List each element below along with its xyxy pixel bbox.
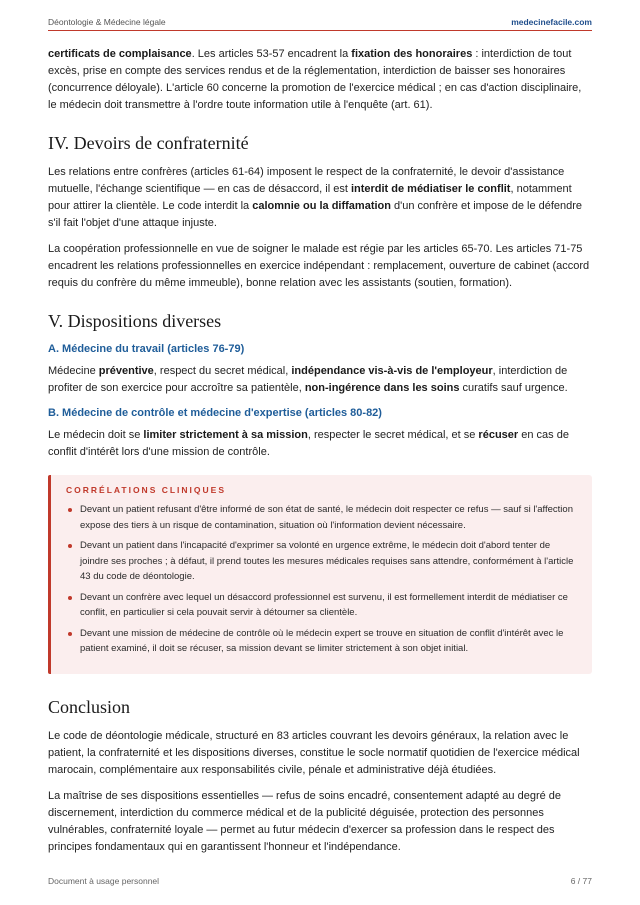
page-footer — [48, 876, 592, 890]
document-title: Déontologie & Médecine légale — [48, 17, 166, 27]
callout-item — [66, 538, 578, 585]
callout-item-text: Devant une mission de médecine de contrôle où le médecin expert se trouve en situation de conflit d'intérêt avec le patient examiné, il doit se récuser, sa mission devant se limiter strictement à son objet initial. — [80, 627, 564, 654]
section-heading-conclusion: Conclusion — [48, 696, 131, 717]
footer-note: Document à usage personnel — [48, 876, 160, 886]
emphasis-text: fixation des honoraires — [351, 48, 473, 60]
site-link[interactable]: medecinefacile.com — [511, 17, 592, 27]
page-number: 6 / 77 — [570, 876, 592, 886]
emphasis-text: non-ingérence dans les soins — [304, 382, 460, 394]
bullet-icon — [68, 596, 72, 600]
subheading-medecine-controle: B. Médecine de contrôle et médecine d'expertise (articles 80-82) — [48, 407, 382, 419]
emphasis-text: préventive — [98, 365, 154, 377]
callout-list — [66, 502, 578, 657]
callout-accent-bar — [48, 475, 51, 674]
medecine-controle-paragraph: Le médecin doit se limiter strictement à sa mission, respecter le secret médical, et se récuser en cas de conflit d'intérêt lors d'une mission de contrôle. — [48, 429, 569, 458]
bullet-icon — [68, 632, 72, 636]
emphasis-text: certificats de complaisance — [48, 48, 192, 60]
intro-paragraph: certificats de complaisance. Les articles 53-57 encadrent la fixation des honoraires : interdiction de tout excès, prise en compte des services rendus et de la réglementation, interdiction de baisser ses honoraires (concurrence déloyale). L'article 60 concerne la promotion de l'exercice médical ; en cas d'action disciplinaire, le médecin doit transmettre à l'ordre toute information utile à l'enquête (art. 61). — [48, 48, 582, 111]
section-heading-dispositions: V. Dispositions diverses — [48, 311, 222, 331]
callout-title: CORRÉLATIONS CLINIQUES — [66, 485, 227, 495]
emphasis-text: calomnie ou la diffamation — [252, 200, 391, 212]
callout-item — [66, 502, 578, 533]
emphasis-text: limiter strictement à sa mission — [143, 429, 308, 441]
page-content — [48, 46, 592, 865]
section-heading-confraternite: IV. Devoirs de confraternité — [48, 133, 249, 153]
callout-item-text: Devant un patient refusant d'être informé de son état de santé, le médecin doit respecter ce refus — sauf si l'affection expose des tiers à un risque de contamination, situation où l'information devient nécessaire. — [80, 504, 573, 531]
callout-item-text: Devant un patient dans l'incapacité d'exprimer sa volonté en urgence extrême, le médecin doit d'abord tenter de joindre ses proches ; à défaut, il prend toutes les mesures médicales requises sans attendre, conformément à l'article 43 du code de déontologie. — [80, 540, 574, 582]
conclusion-paragraph-2: La maîtrise de ses dispositions essentielles — refus de soins encadré, consentement adapté au degré de discernement, interdiction du commerce médical et de la publicité déguisée, protection des personnes vulnérables, confraternité loyale — permet au futur médecin d'exercer sa profession dans le respect des principes fondamentaux qui en garantissent l'honneur et l'indépendance. — [48, 789, 562, 853]
bullet-icon — [68, 508, 72, 512]
conclusion-paragraph-1: Le code de déontologie médicale, structuré en 83 articles couvrant les devoirs généraux, la relation avec le patient, la confraternité et les dispositions diverses, constitue le socle normatif quotidien de l'exercice médical marocain, complémentaire aux responsabilités civile, pénale et administrative déjà étudiées. — [48, 729, 580, 776]
emphasis-text: indépendance vis-à-vis de l'employeur — [291, 365, 493, 377]
callout-item-text: Devant un confrère avec lequel un désaccord professionnel est survenu, il est formellement interdit de médiatiser ce conflit, en particulier si cela pouvait servir à détourner sa clientèle. — [80, 591, 568, 618]
callout-item — [66, 626, 578, 657]
subheading-medecine-travail: A. Médecine du travail (articles 76-79) — [48, 343, 245, 355]
clinical-correlations-box — [48, 475, 592, 674]
header-divider — [48, 30, 592, 31]
medecine-travail-paragraph: Médecine préventive, respect du secret médical, indépendance vis-à-vis de l'employeur, interdiction de profiter de son exercice pour accroître sa patientèle, non-ingérence dans les soins curatifs sauf urgence. — [48, 365, 568, 394]
page-header — [48, 12, 592, 32]
callout-item — [66, 590, 578, 621]
emphasis-text: interdit de médiatiser le conflit — [350, 183, 511, 195]
emphasis-text: récuser — [478, 429, 519, 441]
bullet-icon — [68, 544, 72, 548]
confraternite-paragraph-1: Les relations entre confrères (articles 61-64) imposent le respect de la confraternité, le devoir d'assistance mutuelle, l'échange scientifique — en cas de désaccord, il est interdit de médiatiser le conflit, notamment pour attirer la clientèle. Le code interdit la calomnie ou la diffamation d'un confrère et impose de le défendre s'il fait l'objet d'une attaque injuste. — [48, 166, 583, 229]
confraternite-paragraph-2: La coopération professionnelle en vue de soigner le malade est régie par les articles 65-70. Les articles 71-75 encadrent les relations professionnelles en exercice indépendant : remplacement, ouverture de cabinet (accord requis du confrère du même immeuble), bonne relation avec les assistants (soutien, formation). — [48, 243, 590, 289]
